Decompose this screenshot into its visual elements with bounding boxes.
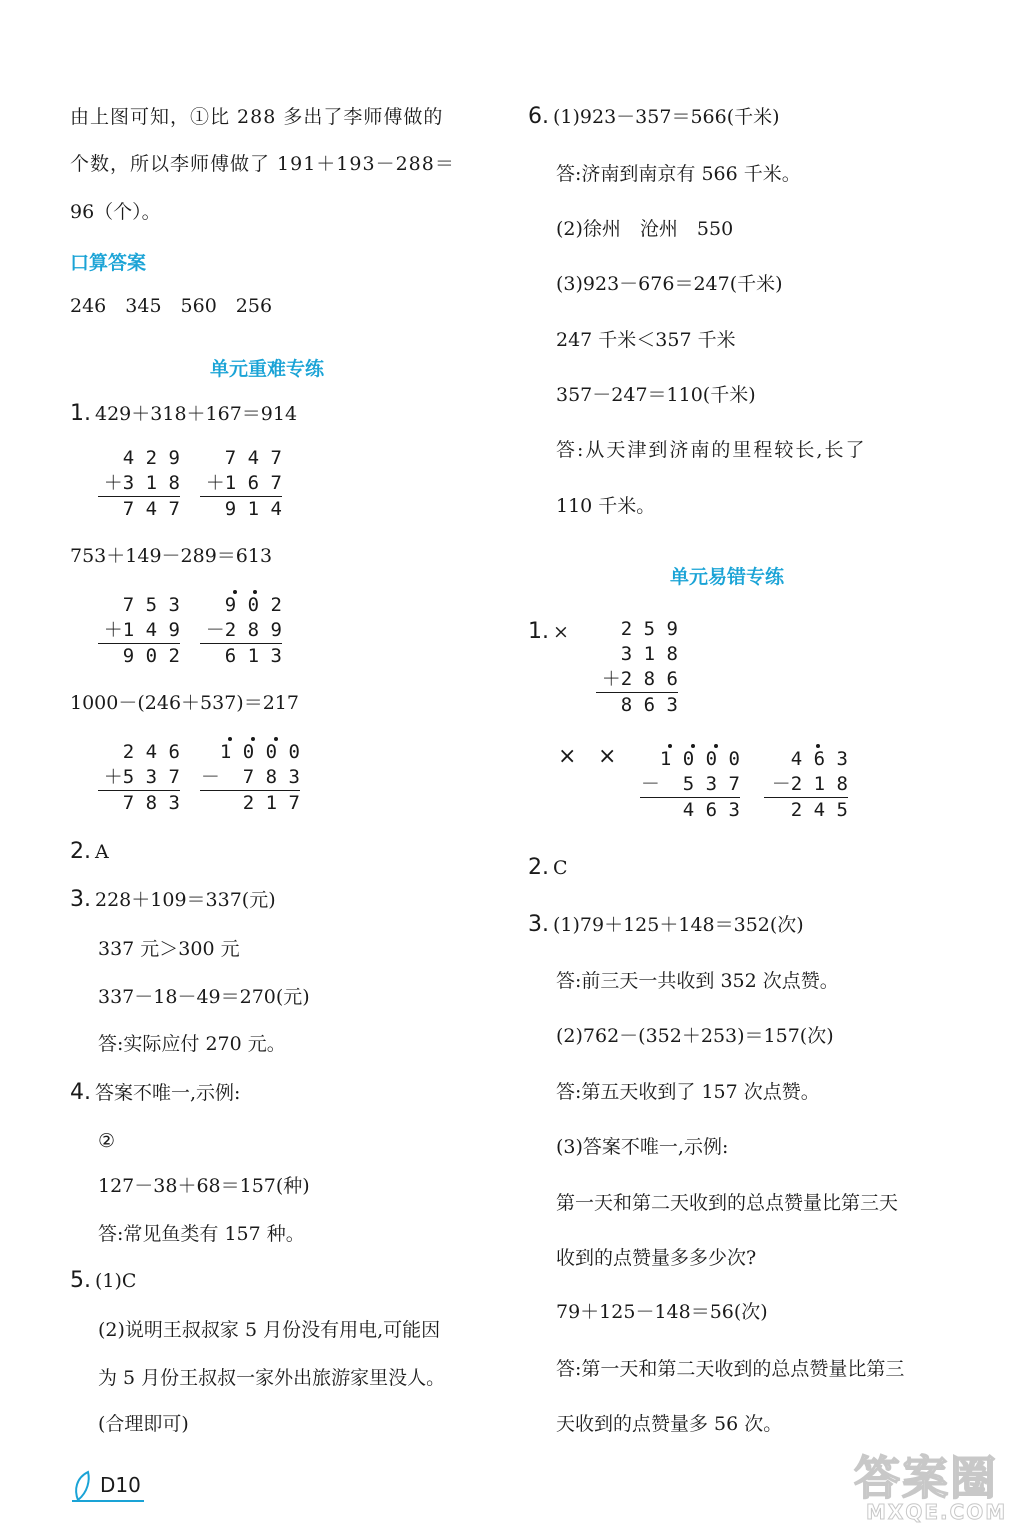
calc-row: 2 5 9 xyxy=(620,618,678,640)
q1-equation-2: 753＋149－289＝613 xyxy=(70,545,273,567)
watermark-text: 答案圈 xyxy=(854,1451,998,1505)
page-label: D10 xyxy=(100,1473,141,1497)
r3-line-9: 答:第一天和第二天收到的总点赞量比第三 xyxy=(556,1358,905,1380)
leaf-icon xyxy=(72,1470,98,1502)
q4-number: 4. xyxy=(70,1080,91,1105)
r2-number: 2. xyxy=(528,855,549,880)
wrong-mark: × xyxy=(558,744,577,769)
calc-row: － 7 8 3 xyxy=(200,766,300,788)
q5-text: (1)C xyxy=(95,1270,137,1292)
r3-line-6: 第一天和第二天收到的总点赞量比第三天 xyxy=(556,1192,899,1214)
q6-line-2: 答:济南到南京有 566 千米。 xyxy=(556,163,801,185)
calc-row: 7 4 7 xyxy=(224,447,282,469)
calc-row: ＋5 3 7 xyxy=(103,766,180,788)
section-title-error-practice: 单元易错专练 xyxy=(670,566,785,588)
q1-line-1 xyxy=(70,402,297,426)
vertical-calc-3a xyxy=(98,740,180,816)
r3-line-3: (2)762－(352＋253)＝157(次) xyxy=(556,1025,834,1047)
calc-row: 1 0 0 0 xyxy=(659,748,740,770)
r3-text: (1)79＋125＋148＝352(次) xyxy=(553,914,804,936)
vertical-calc-1b xyxy=(200,446,282,522)
q3-line-2: 337 元＞300 元 xyxy=(98,938,240,960)
calc-result: 8 6 3 xyxy=(596,692,678,718)
section-title-key-practice: 单元重难专练 xyxy=(210,358,325,380)
q5-line-2: (2)说明王叔叔家 5 月份没有用电,可能因 xyxy=(98,1319,441,1341)
q1-equation-3: 1000－(246＋537)＝217 xyxy=(70,692,299,714)
calc-result: 7 4 7 xyxy=(98,496,180,522)
q4-line-3: 127－38＋68＝157(种) xyxy=(98,1175,310,1197)
q6-line-1 xyxy=(528,105,780,129)
q6-line-4: (3)923－676＝247(千米) xyxy=(556,273,783,295)
vertical-calc-1a xyxy=(98,446,180,522)
q1-equation-1: 429＋318＋167＝914 xyxy=(95,403,298,425)
q3-line-4: 答:实际应付 270 元。 xyxy=(98,1033,286,1055)
q3-number: 3. xyxy=(70,887,91,912)
calc-row: 9 0 2 xyxy=(224,594,282,616)
calc-result: 9 1 4 xyxy=(200,496,282,522)
calc-result: 4 6 3 xyxy=(640,797,740,823)
vertical-calc-2b xyxy=(200,593,282,669)
r2-line xyxy=(528,856,568,880)
q2-answer: A xyxy=(95,841,109,863)
calc-row: ＋2 8 6 xyxy=(601,668,678,690)
page-number xyxy=(72,1470,144,1502)
r3-line-1 xyxy=(528,913,804,937)
calc-result: 2 4 5 xyxy=(764,797,848,823)
calc-result: 2 1 7 xyxy=(200,790,300,816)
calc-row: ＋1 4 9 xyxy=(103,619,180,641)
calc-result: 9 0 2 xyxy=(98,643,180,669)
q2-number: 2. xyxy=(70,839,91,864)
r3-line-7: 收到的点赞量多多少次? xyxy=(556,1247,757,1269)
r3-line-10: 天收到的点赞量多 56 次。 xyxy=(556,1413,783,1435)
q4-line-4: 答:常见鱼类有 157 种。 xyxy=(98,1223,305,1245)
q6-line-6: 357－247＝110(千米) xyxy=(556,384,756,406)
r3-number: 3. xyxy=(528,912,549,937)
vertical-calc-r1c xyxy=(764,747,848,823)
calc-row: 2 4 6 xyxy=(122,741,180,763)
q3-line-1 xyxy=(70,888,276,912)
q5-line-4: (合理即可) xyxy=(98,1413,189,1435)
r1-number: 1. xyxy=(528,619,549,644)
calc-row: 4 2 9 xyxy=(122,447,180,469)
r3-line-8: 79＋125－148＝56(次) xyxy=(556,1301,768,1323)
vertical-calc-r1 xyxy=(596,617,678,718)
calc-result: 6 1 3 xyxy=(200,643,282,669)
wrong-mark: × xyxy=(598,744,617,769)
vertical-calc-3b xyxy=(200,740,300,816)
calc-row: 3 1 8 xyxy=(620,643,678,665)
watermark-logo xyxy=(844,1440,1014,1530)
q6-line-7: 答:从天津到济南的里程较长,长了 xyxy=(556,439,867,461)
calc-row: 7 5 3 xyxy=(122,594,180,616)
intro-line-2: 个数，所以李师傅做了 191＋193－288＝ xyxy=(70,153,455,175)
calc-row: －2 8 9 xyxy=(205,619,282,641)
r2-answer: C xyxy=(553,857,568,879)
calc-row: 1 0 0 0 xyxy=(219,741,300,763)
q5-line-1 xyxy=(70,1269,136,1293)
q6-line-5: 247 千米＜357 千米 xyxy=(556,329,736,351)
vertical-calc-2a xyxy=(98,593,180,669)
calc-row: 4 6 3 xyxy=(790,748,848,770)
r3-line-5: (3)答案不唯一,示例: xyxy=(556,1136,729,1158)
calc-row: － 5 3 7 xyxy=(640,773,740,795)
oral-answers: 246 345 560 256 xyxy=(70,295,273,317)
q4-text: 答案不唯一,示例: xyxy=(95,1082,241,1104)
intro-line-1: 由上图可知，①比 288 多出了李师傅做的 xyxy=(70,106,444,128)
calc-row: ＋3 1 8 xyxy=(103,472,180,494)
r1-line-1 xyxy=(528,620,569,644)
q5-line-3: 为 5 月份王叔叔一家外出旅游家里没人。 xyxy=(98,1367,446,1389)
q6-line-8: 110 千米。 xyxy=(556,495,656,517)
q2-line xyxy=(70,840,109,864)
r3-line-2: 答:前三天一共收到 352 次点赞。 xyxy=(556,970,839,992)
q6-text: (1)923－357＝566(千米) xyxy=(553,106,780,128)
q3-text: 228＋109＝337(元) xyxy=(95,889,276,911)
q6-number: 6. xyxy=(528,104,549,129)
oral-heading: 口算答案 xyxy=(70,252,147,274)
calc-row: －2 1 8 xyxy=(771,773,848,795)
q1-number: 1. xyxy=(70,401,91,426)
calc-row: ＋1 6 7 xyxy=(205,472,282,494)
calc-result: 7 8 3 xyxy=(98,790,180,816)
q5-number: 5. xyxy=(70,1268,91,1293)
q6-line-3: (2)徐州 沧州 550 xyxy=(556,218,734,240)
q4-line-2: ② xyxy=(98,1130,116,1152)
r3-line-4: 答:第五天收到了 157 次点赞。 xyxy=(556,1081,820,1103)
intro-line-3: 96（个）。 xyxy=(70,201,161,223)
watermark-url: MXQE.COM xyxy=(866,1500,1008,1524)
vertical-calc-r1b xyxy=(640,747,740,823)
q3-line-3: 337－18－49＝270(元) xyxy=(98,986,310,1008)
r1-wrong-mark: × xyxy=(553,621,569,643)
q4-line-1 xyxy=(70,1081,240,1105)
